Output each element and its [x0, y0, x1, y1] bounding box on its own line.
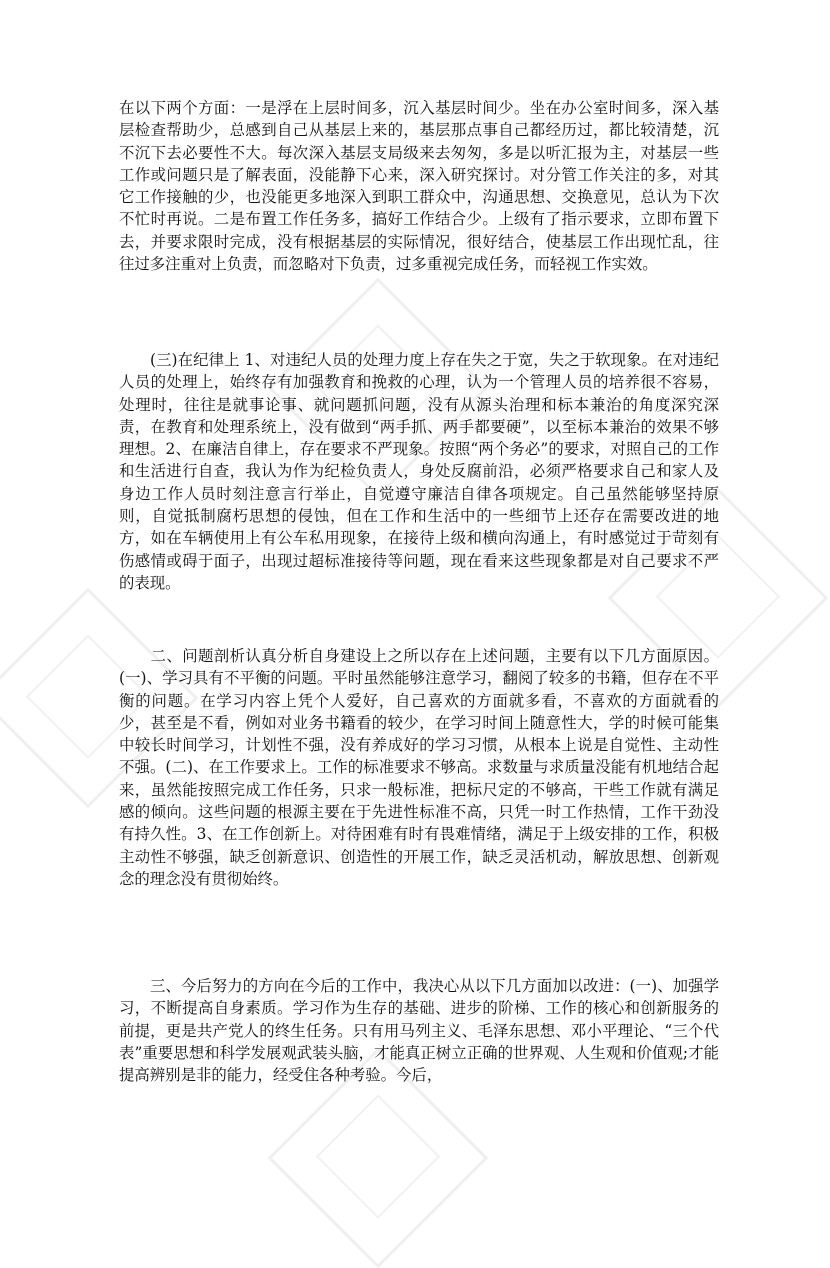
body-paragraph-3: 二、问题剖析认真分析自身建设上之所以存在上述问题，主要有以下几方面原因。(一)、学习具有不平衡的问题。平时虽然能够注意学习，翻阅了较多的书籍，但存在不平衡的问题。在学习内容上凭个人爱好，自己喜欢的方面就多看，不喜欢的方面就看的少，甚至是不看，例如对业务书籍看的较少，在学习时间上随意性大，学的时候可能集中较长时间学习，计划性不强，没有养成好的学习习惯，从根本上说是自觉性、主动性不强。(二)、在工作要求上。工作的标准要求不够高。求数量与求质量没能有机地结合起来，虽然能按照完成工作任务，只求一般标准，把标尺定的不够高，干些工作就有满足感的倾向。这些问题的根源主要在于先进性标准不高，只凭一时工作热情，工作干劲没有持久性。3、在工作创新上。对待困难有时有畏难情绪，满足于上级安排的工作，积极主动性不够强，缺乏创新意识、创造性的开展工作，缺乏灵活机动，解放思想、创新观念的理念没有贯彻始终。 — [119, 647, 719, 888]
body-paragraph-2: (三)在纪律上 1、对违纪人员的处理力度上存在失之于宽，失之于软现象。在对违纪人员的处理上，始终存有加强教育和挽救的心理，认为一个管理人员的培养很不容易，处理时，往往是就事论事、就问题抓问题，没有从源头治理和标本兼治的角度深究深责，在教育和处理系统上，没有做到“两手抓、两手都要硬”，以至标本兼治的效果不够理想。2、在廉洁自律上，存在要求不严现象。按照“两个务必”的要求，对照自己的工作和生活进行自查，我认为作为纪检负责人，身处反腐前沿，必须严格要求自己和家人及身边工作人员时刻注意言行举止，自觉遵守廉洁自律各项规定。自己虽然能够坚持原则，自觉抵制腐朽思想的侵蚀，但在工作和生活中的一些细节上还存在需要改进的地方，如在车辆使用上有公车私用现象，在接待上级和横向沟通上，有时感觉过于苛刻有伤感情或碍于面子，出现过超标准接待等问题，现在看来这些现象都是对自己要求不严的表现。 — [119, 351, 719, 592]
body-paragraph-4: 三、今后努力的方向在今后的工作中，我决心从以下几方面加以改进：(一)、加强学习，不断提高自身素质。学习作为生存的基础、进步的阶梯、工作的核心和创新服务的前提，更是共产党人的终生任务。只有用马列主义、毛泽东思想、邓小平理论、“三个代表”重要思想和科学发展观武装头脑，才能真正树立正确的世界观、人生观和价值观;才能提高辨别是非的能力，经受住各种考验。今后， — [119, 977, 719, 1085]
body-paragraph-1: 在以下两个方面：一是浮在上层时间多，沉入基层时间少。坐在办公室时间多，深入基层检查帮助少，总感到自己从基层上来的，基层那点事自己都经历过，都比较清楚，沉不沉下去必要性不大。每次深入基层支局级来去匆匆，多是以听汇报为主，对基层一些工作或问题只是了解表面，没能静下心来，深入研究探讨。对分管工作关注的多，对其它工作接触的少，也没能更多地深入到职工群众中，沟通思想、交换意见，总认为下次不忙时再说。二是布置工作任务多，搞好工作结合少。上级有了指示要求，立即布置下去，并要求限时完成，没有根据基层的实际情况，很好结合，使基层工作出现忙乱，往往过多注重对上负责，而忽略对下负责，过多重视完成任务，而轻视工作实效。 — [119, 99, 719, 274]
